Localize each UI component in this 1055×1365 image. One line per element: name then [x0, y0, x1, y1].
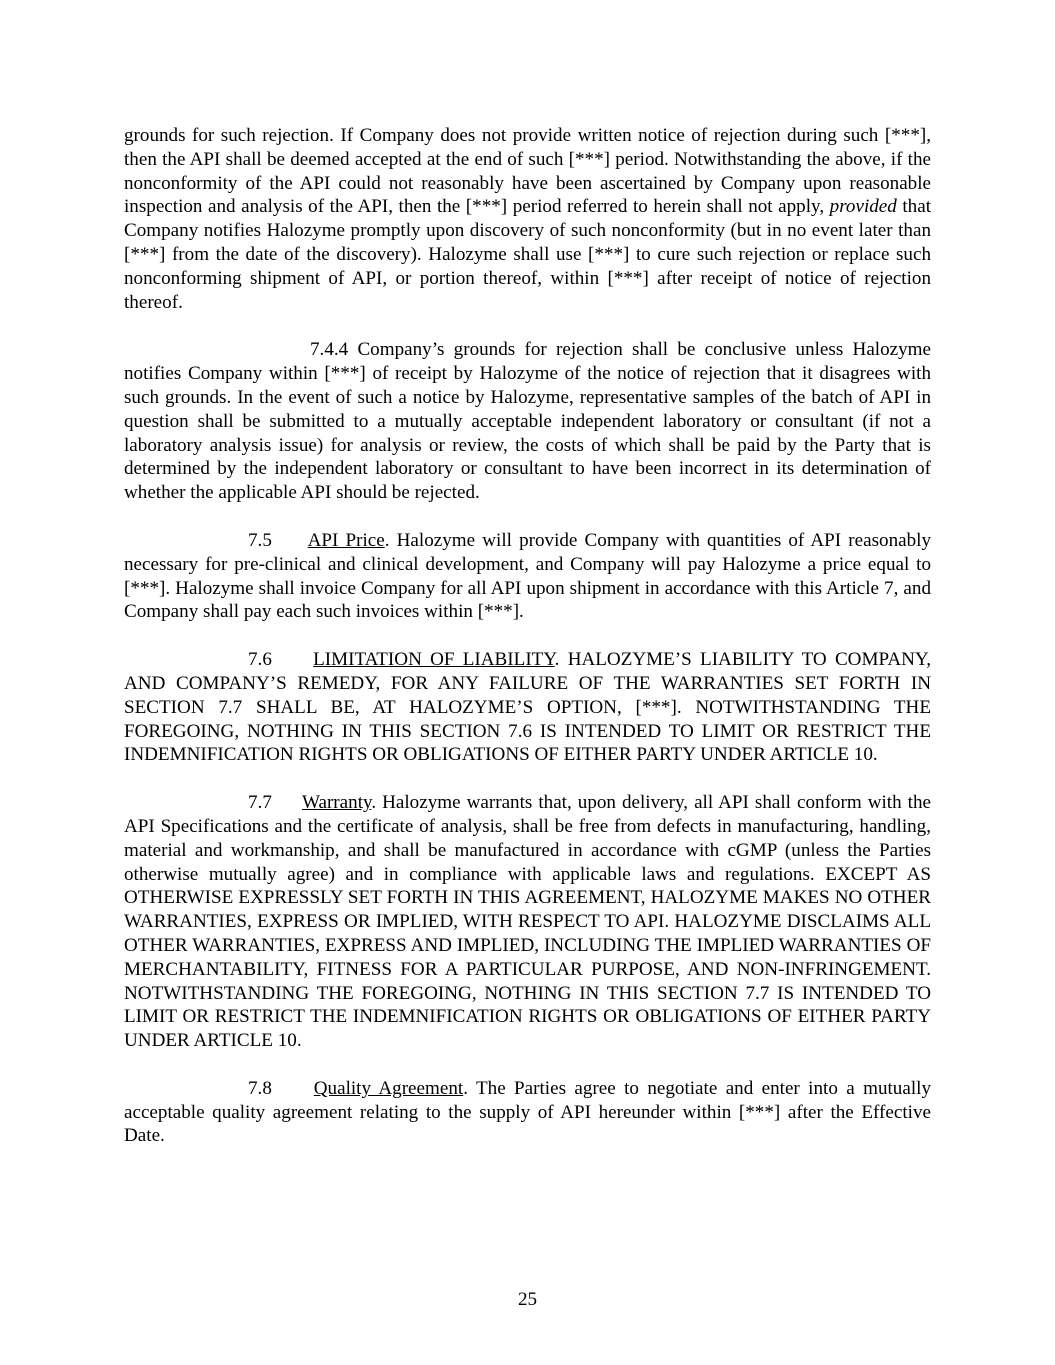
section-text: Company’s grounds for rejection shall be conclusive unless Halozyme notifies Company within [***] of receipt by Halozyme of the notice of rejection that it disagrees with such grounds. In the event of such a notice by Halozyme, representative samples of the batch of API in question shall be submitted to a mutually acceptable independent laboratory or consultant (if not a laboratory analysis issue) for analysis or review, the costs of which shall be paid by the Party that is determined by the independent laboratory or consultant to have been incorrect in its determination of whether the applicable API should be rejected.	[124, 339, 931, 504]
paragraph-continued	[124, 124, 931, 314]
section-text: . HALOZYME’S LIABILITY TO COMPANY, AND COMPANY’S REMEDY, FOR ANY FAILURE OF THE WARRANTIES SET FORTH IN SECTION 7.7 SHALL BE, AT HALOZYME’S OPTION, [***]. NOTWITHSTANDING THE FOREGOING, NOTHING IN THIS SECTION 7.6 IS INTENDED TO LIMIT OR RESTRICT THE INDEMNIFICATION RIGHTS OR OBLIGATIONS OF EITHER PARTY UNDER ARTICLE 10.	[124, 649, 931, 766]
document-page	[124, 124, 931, 1172]
paragraph-text: grounds for such rejection. If Company does not provide written notice of rejection during such [***], then the API shall be deemed accepted at the end of such [***] period. Notwithstanding the above, if the nonconformity of the API could not reasonably have been ascertained by Company upon reasonable inspection and analysis of the API, then the [***] period referred to herein shall not apply,	[124, 125, 931, 218]
paragraph-text: that Company notifies Halozyme promptly upon discovery of such nonconformity (but in no event later than [***] from the date of the discovery). Halozyme shall use [***] to cure such rejection or replace such nonconforming shipment of API, or portion thereof, within [***] after receipt of notice of rejection thereof.	[124, 196, 932, 313]
italic-term: provided	[829, 196, 897, 218]
section-text: . Halozyme warrants that, upon delivery, all API shall conform with the API Specifications and the certificate of analysis, shall be free from defects in manufacturing, handling, material and workmanship, and shall be manufactured in accordance with cGMP (unless the Parties otherwise mutually agree) and in compliance with applicable laws and regulations. EXCEPT AS OTHERWISE EXPRESSLY SET FORTH IN THIS AGREEMENT, HALOZYME MAKES NO OTHER WARRANTIES, EXPRESS OR IMPLIED, WITH RESPECT TO API. HALOZYME DISCLAIMS ALL OTHER WARRANTIES, EXPRESS AND IMPLIED, INCLUDING THE IMPLIED WARRANTIES OF MERCHANTABILITY, FITNESS FOR A PARTICULAR PURPOSE, AND NON-INFRINGEMENT. NOTWITHSTANDING THE FOREGOING, NOTHING IN THIS SECTION 7.7 IS INTENDED TO LIMIT OR RESTRICT THE INDEMNIFICATION RIGHTS OR OBLIGATIONS OF EITHER PARTY UNDER ARTICLE 10.	[124, 792, 931, 1052]
section-number: 7.6	[248, 649, 272, 671]
section-7-5	[124, 529, 931, 624]
section-heading: Quality Agreement	[313, 1077, 464, 1099]
section-number: 7.7	[248, 792, 272, 814]
section-7-4-4	[124, 338, 931, 505]
section-heading: Warranty	[301, 792, 372, 814]
section-7-8	[124, 1077, 931, 1148]
section-7-7	[124, 791, 931, 1053]
page-number: 25	[517, 1289, 538, 1310]
section-number: 7.4.4	[310, 339, 349, 361]
section-text: . The Parties agree to negotiate and enter into a mutually acceptable quality agreement relating to the supply of API hereunder within [***] after the Effective Date.	[124, 1077, 931, 1147]
section-number: 7.5	[248, 529, 272, 551]
section-heading: LIMITATION OF LIABILITY	[313, 649, 555, 671]
section-7-6	[124, 648, 931, 767]
section-number: 7.8	[248, 1077, 272, 1099]
section-text: . Halozyme will provide Company with quantities of API reasonably necessary for pre-clinical and clinical development, and Company will pay Halozyme a price equal to [***]. Halozyme shall invoice Company for all API upon shipment in accordance with this Article 7, and Company shall pay each such invoices within [***].	[124, 529, 931, 623]
section-heading: API Price	[307, 529, 385, 551]
